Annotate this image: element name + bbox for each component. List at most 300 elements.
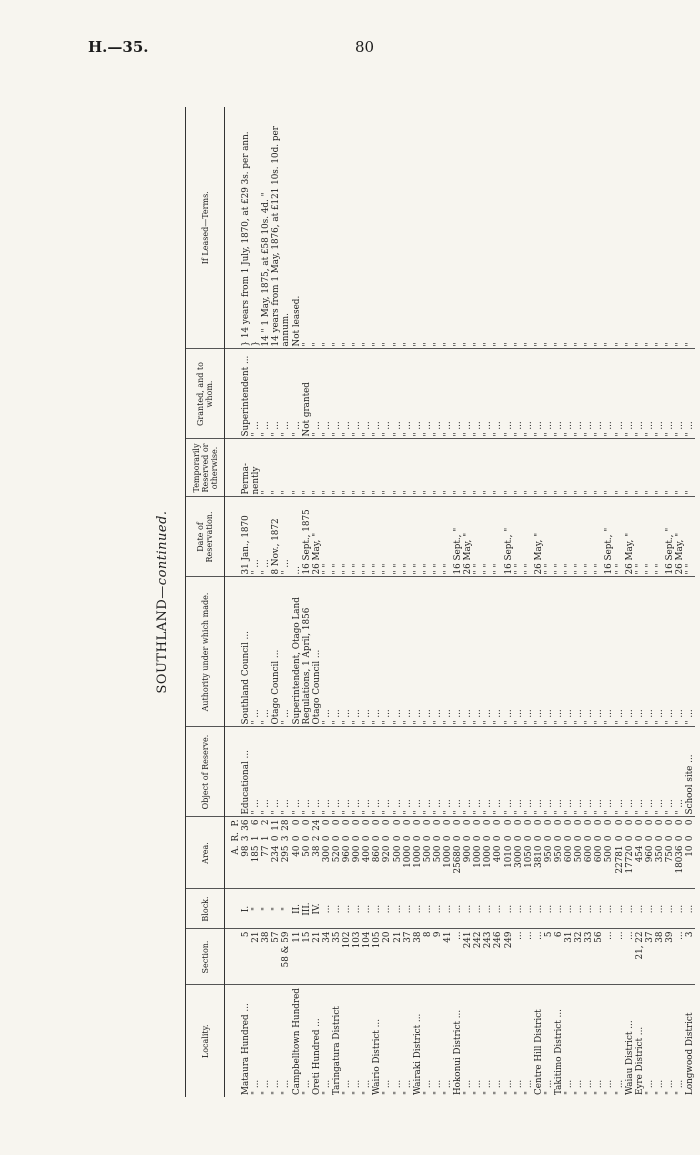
lease-cell: " (564, 107, 574, 349)
area-cell (534, 817, 544, 889)
granted-cell: " ... (544, 349, 554, 439)
temporary-cell: " (322, 439, 332, 497)
block-cell: III. (302, 889, 312, 929)
granted-cell: " ... (685, 349, 695, 439)
authority-cell: " ... (524, 577, 534, 727)
temporary-cell: " (423, 439, 433, 497)
object-cell: " ... (281, 727, 291, 817)
area-roods: 0 (675, 835, 686, 842)
area-perches: 0 (442, 819, 453, 826)
area-roods: 0 (331, 835, 342, 842)
locality-cell: " ... (261, 1079, 272, 1095)
area-roods: 0 (422, 835, 433, 842)
locality-cell: " ... (271, 1079, 282, 1095)
block-cell: " (261, 889, 271, 929)
temporary-cell: " (655, 439, 665, 497)
locality-cell: " ... (362, 1079, 373, 1095)
granted-cell: " ... (312, 349, 322, 439)
area-roods: 0 (291, 835, 302, 842)
lease-cell: " (645, 107, 655, 349)
area-cell (322, 817, 332, 889)
object-cell: " ... (362, 727, 372, 817)
object-cell: " ... (453, 727, 463, 817)
area-cell (594, 817, 604, 889)
area-acres: 500 (604, 845, 615, 863)
date-cell: " ... (261, 497, 271, 577)
area-roods: 0 (533, 835, 544, 842)
temporary-cell: " (292, 439, 302, 497)
area-acres: 500 (422, 845, 433, 863)
object-cell: " ... (483, 727, 493, 817)
area-roods: 0 (321, 835, 332, 842)
temporary-cell: " (504, 439, 514, 497)
lease-cell: " (615, 107, 625, 349)
table-row (292, 107, 302, 1097)
lease-cell: " (514, 107, 524, 349)
area-cell (514, 817, 524, 889)
area-acres: 22781 (614, 845, 625, 874)
area-acres: 500 (574, 845, 585, 863)
date-cell: " " (413, 497, 423, 577)
table-row (382, 107, 392, 1097)
lease-cell: " (312, 107, 322, 349)
locality-cell: Wairio District ... (372, 1018, 383, 1095)
object-cell: " ... (423, 727, 433, 817)
object-cell: " ... (645, 727, 655, 817)
granted-cell: " ... (281, 349, 291, 439)
area-perches: 0 (432, 819, 443, 826)
unit-perches: P. (231, 819, 241, 827)
temporary-cell: " (483, 439, 493, 497)
lease-cell: " (584, 107, 594, 349)
block-cell: ... (675, 889, 685, 929)
area-roods: 0 (442, 835, 453, 842)
area-cell (463, 817, 473, 889)
spacer-cell (225, 107, 242, 349)
section-cell: ... (615, 929, 625, 985)
area-perches: 0 (291, 819, 302, 826)
granted-cell: Superintendent ... (241, 349, 251, 439)
authority-cell: " ... (433, 577, 443, 727)
area-perches: 0 (533, 819, 544, 826)
section-cell: 21, 22 (635, 929, 645, 985)
area-cell (292, 817, 302, 889)
object-cell: " ... (261, 727, 271, 817)
section-cell: 102 (342, 929, 352, 985)
authority-cell: " ... (504, 577, 514, 727)
granted-cell: " ... (615, 349, 625, 439)
area-perches: 0 (564, 819, 575, 826)
locality-cell: Mataura Hundred ... (241, 1003, 252, 1095)
block-cell: ... (433, 889, 443, 929)
area-perches: 0 (382, 819, 393, 826)
lease-cell: " (433, 107, 443, 349)
area-perches: 0 (301, 819, 312, 826)
temporary-cell: " (403, 439, 413, 497)
object-cell: " ... (594, 727, 604, 817)
granted-cell: " ... (584, 349, 594, 439)
lease-cell: " (362, 107, 372, 349)
area-roods: 0 (473, 835, 484, 842)
area-acres: 454 (634, 845, 645, 863)
locality-cell: Longwood District (685, 1012, 696, 1095)
authority-cell: " ... (635, 577, 645, 727)
granted-cell: " ... (292, 349, 302, 439)
authority-cell: Regulations, 1 April, 1856 (302, 577, 312, 727)
locality-cell: Oreti Hundred ... (311, 1018, 322, 1095)
area-roods: 0 (301, 835, 312, 842)
section-cell: 11 (292, 929, 302, 985)
section-cell: ... (625, 929, 635, 985)
area-acres: 950 (543, 845, 554, 863)
table-row (322, 107, 332, 1097)
date-cell: " " (594, 497, 604, 577)
lease-cell: } 14 years from 1 July, 1870, at £29 3s. per ann. (241, 107, 251, 349)
granted-cell: " ... (362, 349, 372, 439)
table-row (483, 107, 493, 1097)
granted-cell: " ... (382, 349, 392, 439)
col-temporary: Temporarily Reserved or otherwise. (186, 439, 225, 497)
area-acres: 40 (291, 845, 302, 857)
object-cell: " ... (504, 727, 514, 817)
object-cell: " ... (493, 727, 503, 817)
area-perches: 0 (624, 819, 635, 826)
area-acres: 10 (685, 845, 696, 857)
table-row (302, 107, 312, 1097)
section-cell: 103 (352, 929, 362, 985)
temporary-cell: " (261, 439, 271, 497)
authority-cell: Southland Council ... (241, 577, 251, 727)
block-cell: ... (665, 889, 675, 929)
locality-cell: " ... (493, 1079, 504, 1095)
table-row (453, 107, 463, 1097)
table-row (554, 107, 564, 1097)
authority-cell: " ... (675, 577, 685, 727)
area-perches: 0 (473, 819, 484, 826)
object-cell: " ... (322, 727, 332, 817)
area-cell (645, 817, 655, 889)
granted-cell: " ... (635, 349, 645, 439)
table-row (594, 107, 604, 1097)
date-cell: " " (493, 497, 503, 577)
area-cell (302, 817, 312, 889)
spacer-cell (225, 929, 242, 985)
locality-cell: " ... (442, 1079, 453, 1095)
area-cell (342, 817, 352, 889)
section-cell: 243 (483, 929, 493, 985)
date-cell: " " (332, 497, 342, 577)
authority-cell: " ... (473, 577, 483, 727)
lease-cell: " (463, 107, 473, 349)
table-row (514, 107, 524, 1097)
block-cell: I. (241, 889, 251, 929)
area-cell (584, 817, 594, 889)
object-cell: " ... (352, 727, 362, 817)
table-row (534, 107, 544, 1097)
table-row (625, 107, 635, 1097)
granted-cell: " ... (423, 349, 433, 439)
date-cell: " ... (251, 497, 261, 577)
locality-cell: " ... (422, 1079, 433, 1095)
area-cell (675, 817, 685, 889)
locality-cell: " ... (402, 1079, 413, 1095)
table-row (271, 107, 281, 1097)
area-cell (433, 817, 443, 889)
granted-cell: " ... (655, 349, 665, 439)
authority-cell: " ... (281, 577, 291, 727)
area-perches: 0 (342, 819, 353, 826)
temporary-cell: " (493, 439, 503, 497)
area-cell (403, 817, 413, 889)
date-cell: " " (524, 497, 534, 577)
lease-cell: " (413, 107, 423, 349)
temporary-cell: " (584, 439, 594, 497)
spacer-cell (225, 985, 242, 1097)
block-cell: ... (493, 889, 503, 929)
locality-cell: " ... (594, 1079, 605, 1095)
date-cell: 16 Sept., " (453, 497, 463, 577)
temporary-cell: " (625, 439, 635, 497)
area-perches: 0 (372, 819, 383, 826)
area-perches: 0 (453, 819, 464, 826)
lease-cell: " (493, 107, 503, 349)
date-cell: 8 Nov., 1872 (271, 497, 281, 577)
col-area-label: Area. (200, 842, 210, 864)
area-perches: 0 (574, 819, 585, 826)
spacer-cell (225, 497, 242, 577)
object-cell: " ... (534, 727, 544, 817)
temporary-cell: " (382, 439, 392, 497)
area-roods: 0 (463, 835, 474, 842)
locality-cell: Eyre District ... (634, 1026, 645, 1095)
date-cell: 26 May, " (625, 497, 635, 577)
granted-cell: " ... (524, 349, 534, 439)
area-cell (453, 817, 463, 889)
granted-cell: " ... (645, 349, 655, 439)
table-row (584, 107, 594, 1097)
table-title-continued: continued. (155, 510, 170, 586)
date-cell: 16 Sept., " (504, 497, 514, 577)
area-cell (574, 817, 584, 889)
object-cell: " ... (393, 727, 403, 817)
area-perches: 0 (513, 819, 524, 826)
date-cell: " " (554, 497, 564, 577)
lease-cell: " (372, 107, 382, 349)
locality-cell: " ... (675, 1079, 686, 1095)
reserves-table (185, 107, 695, 1097)
temporary-cell: Perma- (241, 439, 251, 497)
area-roods: 0 (554, 835, 564, 842)
authority-cell: " ... (665, 577, 675, 727)
object-cell: " ... (302, 727, 312, 817)
temporary-cell: " (645, 439, 655, 497)
locality-cell: " ... (543, 1079, 554, 1095)
locality-cell: " ... (574, 1079, 585, 1095)
table-row (251, 107, 261, 1097)
table-row (524, 107, 534, 1097)
lease-cell: " (423, 107, 433, 349)
locality-cell: " ... (564, 1079, 575, 1095)
area-perches: 0 (331, 819, 342, 826)
block-cell: " (281, 889, 291, 929)
section-cell: 8 (423, 929, 433, 985)
granted-cell: " ... (332, 349, 342, 439)
temporary-cell: " (544, 439, 554, 497)
block-cell: IV. (312, 889, 322, 929)
object-cell: " ... (665, 727, 675, 817)
table-row (342, 107, 352, 1097)
area-roods: 0 (402, 835, 413, 842)
locality-cell: " ... (604, 1079, 615, 1095)
date-cell: " " (645, 497, 655, 577)
section-cell: 5 (241, 929, 251, 985)
locality-cell: " ... (523, 1079, 534, 1095)
locality-cell: Takitimo District ... (554, 1009, 564, 1095)
lease-cell: " (625, 107, 635, 349)
granted-cell: " ... (514, 349, 524, 439)
temporary-cell: " (332, 439, 342, 497)
object-cell: " ... (625, 727, 635, 817)
date-cell: 31 Jan., 1870 (241, 497, 251, 577)
block-cell: ... (483, 889, 493, 929)
area-cell (655, 817, 665, 889)
granted-cell: " ... (594, 349, 604, 439)
temporary-cell: " (443, 439, 453, 497)
authority-cell: Otago Council ... (271, 577, 281, 727)
area-perches: 0 (362, 819, 373, 826)
area-cell (564, 817, 574, 889)
table-row (403, 107, 413, 1097)
temporary-cell: " (604, 439, 614, 497)
area-acres: 600 (594, 845, 605, 863)
area-roods: 0 (392, 835, 403, 842)
area-acres: 600 (564, 845, 575, 863)
area-perches: 0 (675, 819, 686, 826)
granted-cell: " ... (564, 349, 574, 439)
temporary-cell: " (302, 439, 312, 497)
area-perches: 0 (422, 819, 433, 826)
area-cell (473, 817, 483, 889)
granted-cell: " ... (504, 349, 514, 439)
object-cell: School site ... (685, 727, 695, 817)
locality-cell: " ... (281, 1079, 292, 1095)
area-cell (554, 817, 564, 889)
table-row (564, 107, 574, 1097)
date-cell: " " (322, 497, 332, 577)
date-cell: " ... (281, 497, 291, 577)
lease-cell: " (544, 107, 554, 349)
section-cell: 105 (372, 929, 382, 985)
area-cell (372, 817, 382, 889)
authority-cell: " ... (544, 577, 554, 727)
table-row (604, 107, 614, 1097)
locality-cell: " ... (321, 1079, 332, 1095)
locality-cell: " ... (463, 1079, 474, 1095)
authority-cell: " ... (342, 577, 352, 727)
section-cell: 20 (382, 929, 392, 985)
area-perches: 0 (584, 819, 595, 826)
section-cell: 38 (261, 929, 271, 985)
block-cell: ... (322, 889, 332, 929)
authority-cell: " ... (413, 577, 423, 727)
block-cell: ... (393, 889, 403, 929)
object-cell: " ... (413, 727, 423, 817)
authority-cell: " ... (362, 577, 372, 727)
temporary-cell: " (342, 439, 352, 497)
granted-cell: " ... (251, 349, 261, 439)
area-roods: 0 (665, 835, 676, 842)
temporary-cell: " (453, 439, 463, 497)
object-cell: " ... (271, 727, 281, 817)
object-cell: " ... (312, 727, 322, 817)
block-cell: " (251, 889, 261, 929)
section-cell: ... (534, 929, 544, 985)
section-cell: 242 (473, 929, 483, 985)
table-row (493, 107, 503, 1097)
object-cell: " ... (403, 727, 413, 817)
granted-cell: " ... (433, 349, 443, 439)
granted-cell: " ... (534, 349, 544, 439)
date-cell: " " (433, 497, 443, 577)
lease-cell: " (635, 107, 645, 349)
area-acres: 950 (554, 845, 564, 863)
temporary-cell: " (413, 439, 423, 497)
object-cell: " ... (443, 727, 453, 817)
date-cell: 26 May, " (675, 497, 685, 577)
table-row (423, 107, 433, 1097)
lease-cell: " (574, 107, 584, 349)
area-perches: 6 (251, 819, 262, 826)
date-cell: " " (685, 497, 695, 577)
area-roods: 0 (614, 835, 625, 842)
locality-cell: " ... (483, 1079, 494, 1095)
spacer-cell (225, 349, 242, 439)
area-cell (665, 817, 675, 889)
section-cell: 31 (564, 929, 574, 985)
area-acres: 17720 (624, 845, 635, 874)
authority-cell: " ... (514, 577, 524, 727)
date-cell: " " (584, 497, 594, 577)
granted-cell: " ... (261, 349, 271, 439)
area-roods: 0 (564, 835, 575, 842)
area-cell (524, 817, 534, 889)
area-acres: 960 (644, 845, 655, 863)
area-acres: 1050 (523, 845, 534, 868)
authority-cell: " ... (483, 577, 493, 727)
authority-cell: " ... (382, 577, 392, 727)
date-cell: " " (655, 497, 665, 577)
spacer-cell (225, 577, 242, 727)
area-roods: 0 (624, 835, 635, 842)
area-roods: 0 (271, 835, 282, 842)
area-acres: 1000 (412, 845, 423, 868)
temporary-cell: " (635, 439, 645, 497)
area-acres: 350 (654, 845, 665, 863)
object-cell: " ... (433, 727, 443, 817)
object-cell: Educational ... (241, 727, 251, 817)
area-acres: 3000 (513, 845, 524, 868)
area-cell (493, 817, 503, 889)
area-cell (251, 817, 261, 889)
area-roods: 0 (513, 835, 524, 842)
table-row (574, 107, 584, 1097)
table-row (261, 107, 271, 1097)
table-row (393, 107, 403, 1097)
area-acres: 50 (301, 845, 312, 857)
table-row (615, 107, 625, 1097)
authority-cell: " ... (322, 577, 332, 727)
col-section: Section. (186, 929, 225, 985)
